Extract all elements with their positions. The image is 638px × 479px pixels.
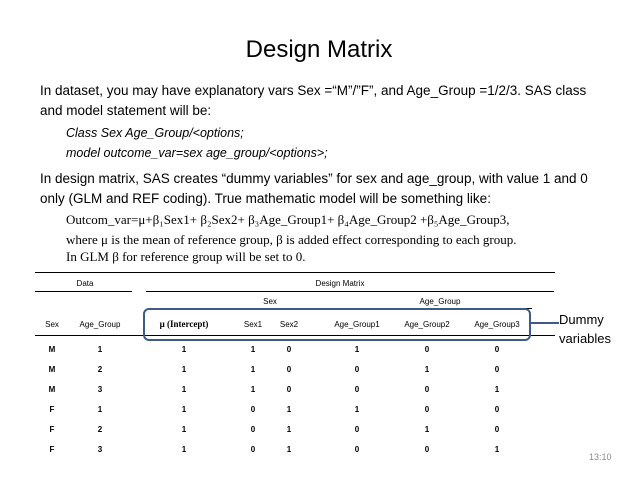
table-cell: 0 <box>250 405 256 414</box>
table-cell: 0 <box>494 425 500 434</box>
table-cell: 1 <box>250 385 256 394</box>
data-group-label: Data <box>76 279 94 288</box>
glm-note: In GLM β for reference group will be set to 0. <box>66 249 306 264</box>
callout-connector <box>531 322 559 324</box>
sex-subgroup-label: Sex <box>263 297 277 306</box>
design-group-rule <box>146 291 554 292</box>
table-cell: 1 <box>181 365 187 374</box>
table-cell: 0 <box>286 365 292 374</box>
code-line-class: Class Sex Age_Group/<options; <box>66 126 244 140</box>
table-cell: 0 <box>250 425 256 434</box>
table-cell: 1 <box>181 385 187 394</box>
table-cell: 0 <box>424 345 430 354</box>
table-cell: 1 <box>286 425 292 434</box>
table-cell: 0 <box>286 385 292 394</box>
header-sex1: Sex1 <box>243 320 263 329</box>
table-cell: M <box>48 385 56 394</box>
header-age-group2: Age_Group2 <box>404 320 450 329</box>
table-cell: 1 <box>494 445 500 454</box>
table-cell: 2 <box>97 425 103 434</box>
intro-paragraph: In dataset, you may have explanatory vars Sex =“M”/”F”, and Age_Group =1/2/3. SAS class and model statement will be: <box>40 83 587 118</box>
table-cell: 3 <box>97 385 103 394</box>
design-group-label: Design Matrix <box>315 279 365 288</box>
table-cell: 1 <box>286 405 292 414</box>
table-cell: 3 <box>97 445 103 454</box>
callout-line-1: Dummy <box>559 312 604 327</box>
header-intercept: μ (Intercept) <box>159 319 209 329</box>
table-cell: 1 <box>354 405 360 414</box>
table-cell: 1 <box>354 345 360 354</box>
code-line-model: model outcome_var=sex age_group/<options>; <box>66 146 328 160</box>
slide-title: Design Matrix <box>245 36 393 63</box>
table-cell: 0 <box>494 365 500 374</box>
header-age-group1: Age_Group1 <box>334 320 380 329</box>
table-cell: 1 <box>181 345 187 354</box>
age-subgroup-label: Age_Group <box>419 297 461 306</box>
table-cell: 0 <box>354 385 360 394</box>
header-age-group3: Age_Group3 <box>474 320 520 329</box>
model-equation: Outcom_var=μ+β₁Sex1+ β₂Sex2+ β₃Age_Group1+ β₄Age_Group2 +β₅Age_Group3, <box>66 212 510 227</box>
page-number: 13:10 <box>589 452 612 462</box>
table-cell: F <box>49 445 55 454</box>
table-cell: 0 <box>494 345 500 354</box>
table-cell: M <box>48 365 56 374</box>
table-cell: 0 <box>286 345 292 354</box>
table-cell: 2 <box>97 365 103 374</box>
table-cell: 1 <box>181 445 187 454</box>
table-cell: 0 <box>424 385 430 394</box>
table-cell: 0 <box>354 365 360 374</box>
table-cell: 0 <box>250 445 256 454</box>
dummy-variables-callout <box>559 310 611 348</box>
table-cell: 1 <box>181 425 187 434</box>
table-cell: 1 <box>494 385 500 394</box>
dummy-variables-highlight <box>143 308 531 341</box>
table-cell: 1 <box>424 365 430 374</box>
table-cell: 0 <box>354 425 360 434</box>
table-cell: 0 <box>424 445 430 454</box>
table-cell: 1 <box>250 365 256 374</box>
table-cell: 1 <box>250 345 256 354</box>
header-sex: Sex <box>45 320 59 329</box>
data-group-rule <box>35 291 132 292</box>
table-cell: 1 <box>181 405 187 414</box>
table-cell: F <box>49 405 55 414</box>
callout-line-2: variables <box>559 331 612 346</box>
design-matrix-paragraph: In design matrix, SAS creates “dummy variables” for sex and age_group, with value 1 and 0 only (GLM and REF coding). True mathematic model will be something like: <box>40 171 588 206</box>
table-cell: 0 <box>424 405 430 414</box>
mu-explanation: where μ is the mean of reference group, β is added effect corresponding to each group. <box>66 232 517 247</box>
table-cell: 1 <box>286 445 292 454</box>
table-cell: 0 <box>494 405 500 414</box>
table-cell: 0 <box>354 445 360 454</box>
table-cell: 1 <box>97 345 103 354</box>
table-top-rule <box>35 272 555 273</box>
table-cell: F <box>49 425 55 434</box>
table-cell: 1 <box>97 405 103 414</box>
table-cell: 1 <box>424 425 430 434</box>
header-age-group: Age_Group <box>79 320 121 329</box>
table-cell: M <box>48 345 56 354</box>
header-sex2: Sex2 <box>279 320 299 329</box>
